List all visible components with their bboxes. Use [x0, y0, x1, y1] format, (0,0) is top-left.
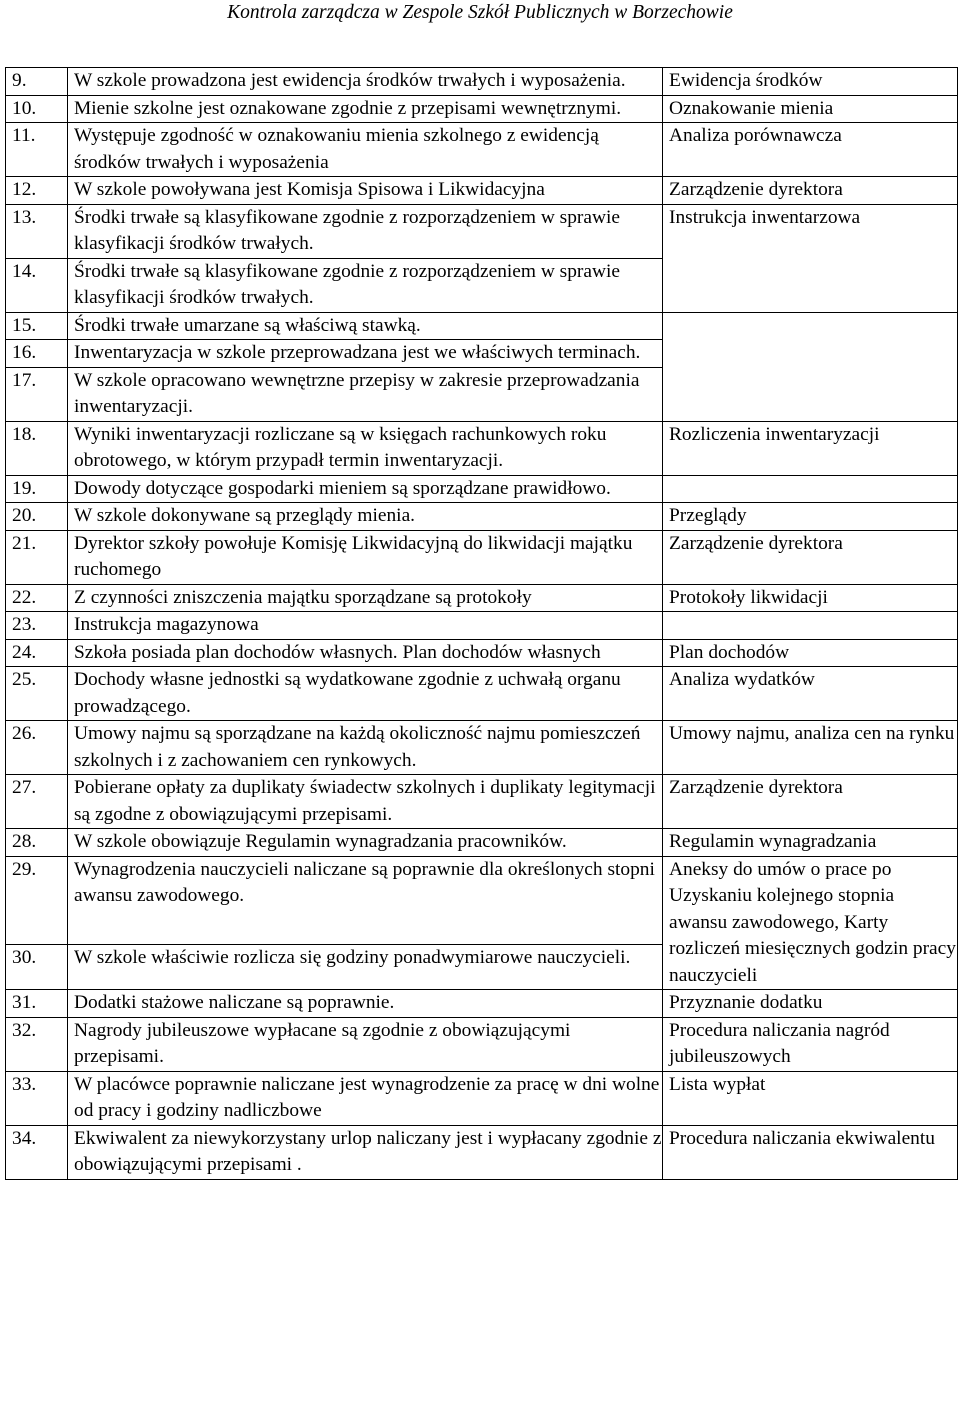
table-row: [6, 990, 958, 1018]
row-number: 18.: [6, 421, 68, 475]
table-row: [6, 721, 958, 775]
row-number: 13.: [6, 204, 68, 258]
row-document: Ewidencja środków: [663, 68, 958, 96]
row-number: 27.: [6, 775, 68, 829]
row-number: 26.: [6, 721, 68, 775]
row-document: Rozliczenia inwentaryzacji: [663, 421, 958, 475]
row-document: Umowy najmu, analiza cen na rynku: [663, 721, 958, 775]
row-number: 28.: [6, 829, 68, 857]
row-document: Procedura naliczania nagród jubileuszowych: [663, 1017, 958, 1071]
row-description: W szkole powoływana jest Komisja Spisowa i Likwidacyjna: [68, 177, 663, 205]
table-row: [6, 503, 958, 531]
row-description: W szkole właściwie rozlicza się godziny ponadwymiarowe nauczycieli.: [68, 944, 663, 989]
row-document: Zarządzenie dyrektora: [663, 775, 958, 829]
table-row: [6, 312, 958, 340]
row-number: 12.: [6, 177, 68, 205]
row-number: 20.: [6, 503, 68, 531]
row-document: Oznakowanie mienia: [663, 95, 958, 123]
row-description: W szkole obowiązuje Regulamin wynagradzania pracowników.: [68, 829, 663, 857]
row-document: Przyznanie dodatku: [663, 990, 958, 1018]
row-document: Zarządzenie dyrektora: [663, 530, 958, 584]
row-description: Dyrektor szkoły powołuje Komisję Likwidacyjną do likwidacji majątku ruchomego: [68, 530, 663, 584]
table-row: [6, 177, 958, 205]
row-description: Pobierane opłaty za duplikaty świadectw szkolnych i duplikaty legitymacji są zgodne z obowiązującymi przepisami.: [68, 775, 663, 829]
row-document: [663, 612, 958, 640]
row-description: Umowy najmu są sporządzane na każdą okoliczność najmu pomieszczeń szkolnych i z zachowaniem cen rynkowych.: [68, 721, 663, 775]
row-description: Szkoła posiada plan dochodów własnych. Plan dochodów własnych: [68, 639, 663, 667]
table-row: [6, 1071, 958, 1125]
table-row: [6, 1125, 958, 1179]
row-document: Lista wypłat: [663, 1071, 958, 1125]
row-description: Dodatki stażowe naliczane są poprawnie.: [68, 990, 663, 1018]
row-number: 22.: [6, 584, 68, 612]
row-number: 24.: [6, 639, 68, 667]
row-number: 23.: [6, 612, 68, 640]
table-row: [6, 829, 958, 857]
row-number: 15.: [6, 312, 68, 340]
row-number: 31.: [6, 990, 68, 1018]
row-document-empty: [663, 312, 958, 421]
row-description: Ekwiwalent za niewykorzystany urlop naliczany jest i wypłacany zgodnie z obowiązującymi przepisami .: [68, 1125, 663, 1179]
row-number: 14.: [6, 258, 68, 312]
row-document: Regulamin wynagradzania: [663, 829, 958, 857]
table-row: [6, 639, 958, 667]
row-number: 32.: [6, 1017, 68, 1071]
row-description: Wyniki inwentaryzacji rozliczane są w księgach rachunkowych roku obrotowego, w którym przypadł termin inwentaryzacji.: [68, 421, 663, 475]
row-document: Plan dochodów: [663, 639, 958, 667]
row-document: Procedura naliczania ekwiwalentu: [663, 1125, 958, 1179]
row-number: 19.: [6, 475, 68, 503]
table-row: [6, 204, 958, 258]
row-document: Protokoły likwidacji: [663, 584, 958, 612]
row-document: [663, 475, 958, 503]
table-row: [6, 1017, 958, 1071]
row-number: 33.: [6, 1071, 68, 1125]
table-row: [6, 421, 958, 475]
row-description: Dochody własne jednostki są wydatkowane zgodnie z uchwałą organu prowadzącego.: [68, 667, 663, 721]
row-document: Zarządzenie dyrektora: [663, 177, 958, 205]
row-number: 10.: [6, 95, 68, 123]
table-row: [6, 123, 958, 177]
row-number: 25.: [6, 667, 68, 721]
row-document: Instrukcja inwentarzowa: [663, 204, 958, 312]
row-number: 30.: [6, 944, 68, 989]
page-header: Kontrola zarządcza w Zespole Szkół Publicznych w Borzechowie: [227, 2, 733, 23]
row-description: Dowody dotyczące gospodarki mieniem są sporządzane prawidłowo.: [68, 475, 663, 503]
row-description: Występuje zgodność w oznakowaniu mienia szkolnego z ewidencją środków trwałych i wyposażenia: [68, 123, 663, 177]
row-description: Instrukcja magazynowa: [68, 612, 663, 640]
control-checklist-table: [5, 67, 958, 1180]
row-document: Aneksy do umów o prace po Uzyskaniu kolejnego stopnia awansu zawodowego, Karty rozliczeń miesięcznych godzin pracy nauczycieli: [663, 856, 958, 990]
table-row: [6, 856, 958, 944]
row-description: Środki trwałe umarzane są właściwą stawką.: [68, 312, 663, 340]
row-number: 16.: [6, 340, 68, 368]
table-row: [6, 584, 958, 612]
table-row: [6, 475, 958, 503]
row-description: W szkole prowadzona jest ewidencja środków trwałych i wyposażenia.: [68, 68, 663, 96]
row-document: Analiza porównawcza: [663, 123, 958, 177]
table-row: [6, 95, 958, 123]
row-document: Przeglądy: [663, 503, 958, 531]
row-description: Inwentaryzacja w szkole przeprowadzana jest we właściwych terminach.: [68, 340, 663, 368]
row-description: W szkole opracowano wewnętrzne przepisy w zakresie przeprowadzania inwentaryzacji.: [68, 367, 663, 421]
row-number: 11.: [6, 123, 68, 177]
row-description: Mienie szkolne jest oznakowane zgodnie z przepisami wewnętrznymi.: [68, 95, 663, 123]
row-description: W szkole dokonywane są przeglądy mienia.: [68, 503, 663, 531]
row-number: 34.: [6, 1125, 68, 1179]
row-description: Z czynności zniszczenia majątku sporządzane są protokoły: [68, 584, 663, 612]
row-number: 17.: [6, 367, 68, 421]
row-description: Nagrody jubileuszowe wypłacane są zgodnie z obowiązującymi przepisami.: [68, 1017, 663, 1071]
row-number: 29.: [6, 856, 68, 944]
table-row: [6, 68, 958, 96]
row-number: 9.: [6, 68, 68, 96]
row-document: Analiza wydatków: [663, 667, 958, 721]
table-row: [6, 612, 958, 640]
row-description: Środki trwałe są klasyfikowane zgodnie z rozporządzeniem w sprawie klasyfikacji środków trwałych.: [68, 258, 663, 312]
row-description: W placówce poprawnie naliczane jest wynagrodzenie za pracę w dni wolne od pracy i godziny nadliczbowe: [68, 1071, 663, 1125]
table-row: [6, 530, 958, 584]
table-row: [6, 667, 958, 721]
row-description: Wynagrodzenia nauczycieli naliczane są poprawnie dla określonych stopni awansu zawodowego.: [68, 856, 663, 944]
row-description: Środki trwałe są klasyfikowane zgodnie z rozporządzeniem w sprawie klasyfikacji środków trwałych.: [68, 204, 663, 258]
table-row: [6, 775, 958, 829]
row-number: 21.: [6, 530, 68, 584]
